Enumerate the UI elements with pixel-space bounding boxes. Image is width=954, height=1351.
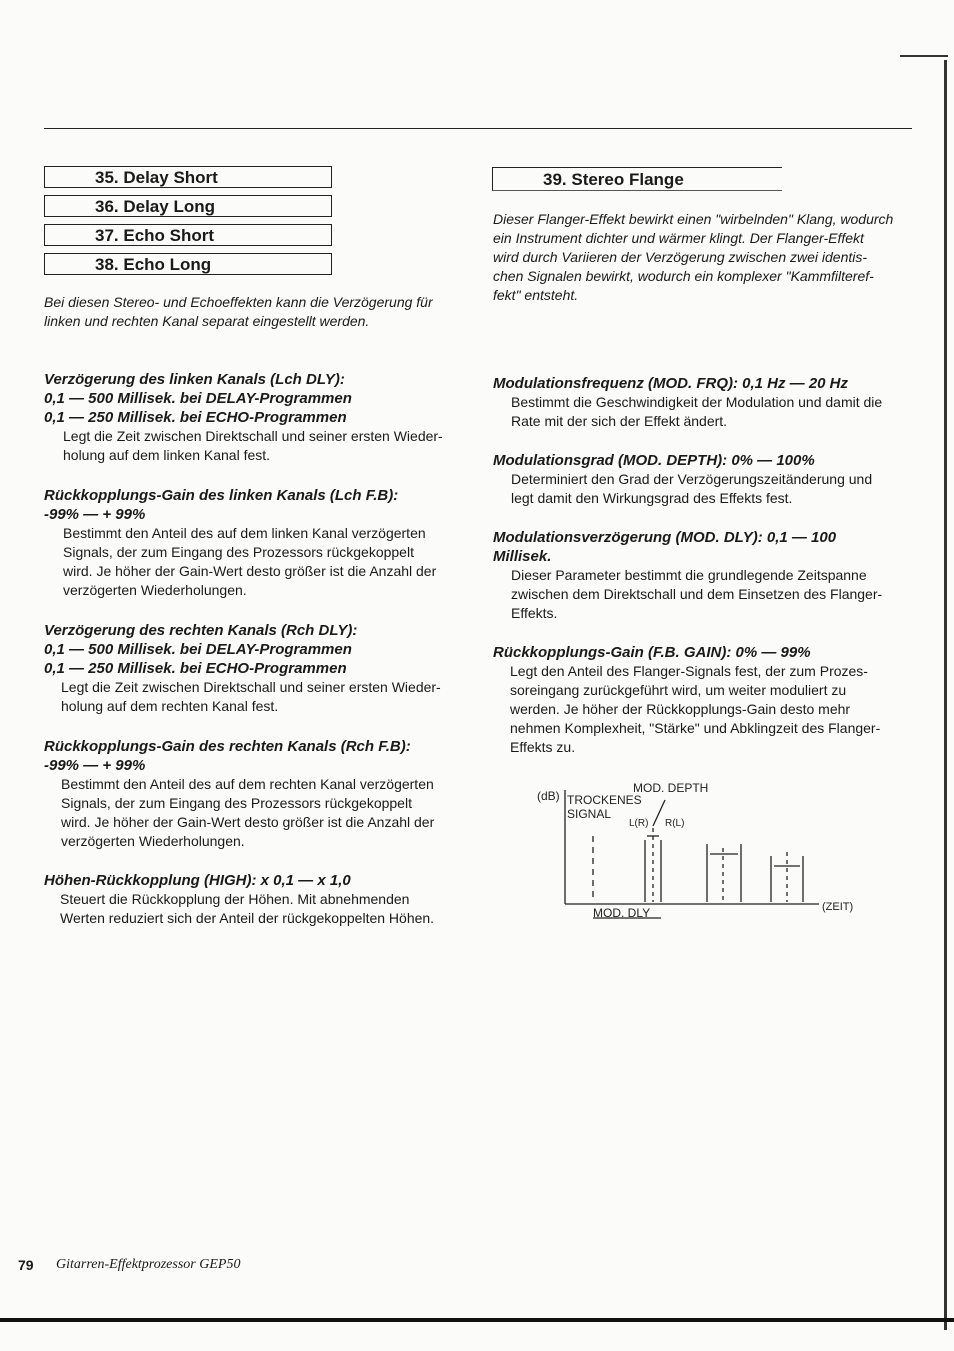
time-axis-label: (ZEIT) [822, 901, 854, 913]
param-body: Bestimmt die Geschwindigkeit der Modulation und damit die Rate mit der sich der Effekt ändert. [511, 394, 883, 429]
param-high [44, 871, 434, 928]
param-heading: Modulationsfrequenz (MOD. FRQ): 0,1 Hz — 20 Hz [493, 375, 849, 392]
param-mod-depth [493, 451, 872, 508]
param-mod-frq [493, 374, 882, 431]
param-heading: Rückkopplungs-Gain des linken Kanals (Lch F.B): -99% — + 99% [44, 487, 399, 523]
lr-label: L(R) [629, 818, 649, 829]
page-number: 79 [18, 1257, 34, 1273]
param-body: Determiniert den Grad der Verzögerungszeitänderung und legt damit den Wirkungsgrad des Effekts fest. [511, 471, 873, 506]
program-box-37: 37. Echo Short [44, 224, 332, 246]
program-box-35: 35. Delay Short [44, 166, 332, 188]
param-rch-dly [44, 621, 441, 716]
page-edge [944, 60, 947, 1330]
param-heading: Höhen-Rückkopplung (HIGH): x 0,1 — x 1,0 [44, 872, 351, 889]
dry-signal-label-1: TROCKENES [567, 793, 642, 807]
param-lch-dly [44, 370, 443, 465]
mod-depth-label: MOD. DEPTH [633, 781, 709, 795]
intro-line: chen Signalen bewirkt, wodurch ein komplexer "Kammfilteref- [493, 268, 874, 284]
bottom-rule [0, 1318, 954, 1322]
flange-diagram [535, 778, 875, 938]
param-heading: Verzögerung des linken Kanals (Lch DLY): 0,1 — 500 Millisek. bei DELAY-Programmen 0,1 — 250 Millisek. bei ECHO-Programmen [44, 371, 352, 426]
mod-dly-label: MOD. DLY [593, 906, 651, 920]
param-body: Legt die Zeit zwischen Direktschall und seiner ersten Wieder- holung auf dem linken Kanal fest. [63, 428, 443, 463]
param-rch-fb [44, 737, 434, 851]
intro-line: fekt" entsteht. [493, 287, 579, 303]
delay-intro [44, 293, 433, 331]
param-fb-gain [493, 643, 880, 757]
intro-line: Bei diesen Stereo- und Echoeffekten kann die Verzögerung für [44, 294, 433, 310]
param-body: Steuert die Rückkopplung der Höhen. Mit abnehmenden Werten reduziert sich der Anteil der rückgekoppelten Höhen. [60, 891, 435, 926]
signal-pulses [593, 800, 803, 918]
param-heading: Rückkopplungs-Gain (F.B. GAIN): 0% — 99% [493, 644, 811, 661]
intro-line: wird durch Variieren der Verzögerung zwischen zwei identis- [493, 249, 868, 265]
top-rule [44, 128, 912, 129]
param-heading: Modulationsgrad (MOD. DEPTH): 0% — 100% [493, 452, 815, 469]
intro-line: Dieser Flanger-Effekt bewirkt einen "wirbelnden" Klang, wodurch [493, 211, 894, 227]
param-heading: Verzögerung des rechten Kanals (Rch DLY): 0,1 — 500 Millisek. bei DELAY-Programmen 0,1 — 250 Millisek. bei ECHO-Programmen [44, 622, 358, 677]
param-body: Legt den Anteil des Flanger-Signals fest, der zum Prozes- soreingang zurückgeführt wird, um weiter moduliert zu werden. Je höher der Rückkopplungs-Gain desto mehr nehmen Komplexheit, "Stärke" und Abklingzeit des Flanger- Effekts zu. [510, 663, 881, 755]
param-body: Bestimmt den Anteil des auf dem rechten Kanal verzögerten Signals, der zum Eingang des Prozessors rückgekoppelt wird. Je höher der Gain-Wert desto größer ist die Anzahl der verzögerten Wiederholungen. [61, 776, 435, 849]
intro-line: linken und rechten Kanal separat eingestellt werden. [44, 313, 370, 329]
param-body: Dieser Parameter bestimmt die grundlegende Zeitspanne zwischen dem Direktschall und dem Einsetzen des Flanger- Effekts. [511, 567, 883, 621]
param-body: Bestimmt den Anteil des auf dem linken Kanal verzögerten Signals, der zum Eingang des Prozessors rückgekoppelt wird. Je höher der Gain-Wert desto größer ist die Anzahl der verzögerten Wiederholungen. [63, 525, 437, 598]
param-body: Legt die Zeit zwischen Direktschall und seiner ersten Wieder- holung auf dem rechten Kanal fest. [61, 679, 441, 714]
flange-intro [493, 210, 923, 305]
dry-signal-label-2: SIGNAL [567, 807, 612, 821]
param-lch-fb [44, 486, 436, 600]
page-edge-top [900, 55, 948, 57]
db-label: (dB) [537, 789, 560, 803]
intro-line: ein Instrument dichter und wärmer klingt. Der Flanger-Effekt [493, 230, 864, 246]
param-mod-dly [493, 528, 882, 623]
param-heading: Rückkopplungs-Gain des rechten Kanals (Rch F.B): -99% — + 99% [44, 738, 411, 774]
param-heading: Modulationsverzögerung (MOD. DLY): 0,1 — 100 Millisek. [493, 529, 837, 565]
rl-label: R(L) [665, 818, 685, 829]
footer-title: Gitarren-Effektprozessor GEP50 [56, 1257, 241, 1272]
program-box-38: 38. Echo Long [44, 253, 332, 275]
program-box-36: 36. Delay Long [44, 195, 332, 217]
program-box-39: 39. Stereo Flange [492, 167, 782, 191]
